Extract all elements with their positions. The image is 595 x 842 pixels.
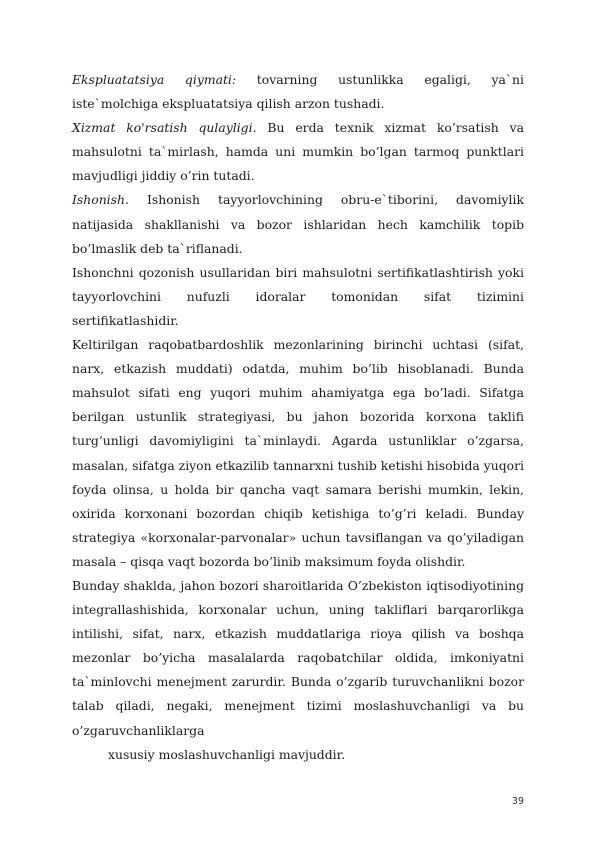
document-body	[72, 68, 524, 767]
paragraph-lead: Ishonish.	[72, 192, 129, 208]
paragraph-trust	[72, 188, 524, 260]
paragraph-final-line: xususiy moslashuvchanligi mavjuddir.	[108, 746, 346, 762]
paragraph-exploitation-value	[72, 68, 524, 116]
page-number: 39	[511, 796, 524, 807]
paragraph-competitiveness-criteria	[72, 333, 524, 574]
paragraph-service-convenience	[72, 116, 524, 188]
paragraph-text: Keltirilgan raqobatbardoshlik mezonlarining birinchi uchtasi (sifat, narx, etkazish muddati) odatda, muhim bo’lib hisoblanadi. Bunda mahsulot sifati eng yuqori muhim ahamiyatga ega bo’ladi. Sifatga berilgan ustunlik strategiyasi, bu jahon bozorida korxona taklifi turg’unligi davomiyligini ta`minlaydi. Agarda ustunliklar o’zgarsa, masalan, sifatga ziyon etkazilib tannarxni tushib ketishi hisobida yuqori foyda olinsa, u holda bir qancha vaqt samara berishi mumkin, lekin, oxirida korxonani bozordan chiqib ketishiga to’g’ri keladi. Bunday strategiya «korxonalar-parvonalar» uchun tavsiflangan va qo’yiladigan masala – qisqa vaqt bozorda bo’linib maksimum foyda olishdir.	[72, 337, 524, 569]
paragraph-lead: Xizmat ko'rsatish qulayligi.	[72, 120, 257, 136]
paragraph-lead: Ekspluatatsiya qiymati:	[72, 72, 237, 87]
paragraph-uzbekistan-integration	[72, 574, 524, 743]
paragraph-text: Bunday shaklda, jahon bozori sharoitlarida O’zbekiston iqtisodiyotining integrallashishida, korxonalar uchun, uning takliflari barqarorlikga intilishi, sifat, narx, etkazish muddatlariga rioya qilish va boshqa mezonlar bo’yicha masalalarda raqobatchilar oldida, imkoniyatni ta`minlovchi menejment zarurdir. Bunda o’zgarib turuvchanlikni bozor talab qiladi, negaki, menejment tizimi moslashuvchanligi va bu o’zgaruvchanliklarga	[72, 577, 524, 738]
paragraph-text: Bu erda texnik xizmat ko’rsatish va mahsulotni ta`mirlash, hamda uni mumkin bo’lgan tarmoq punktlari mavjudligi jiddiy o’rin tutadi.	[72, 120, 524, 184]
paragraph-text: tovarning ustunlikka egaligi, ya`ni iste`molchiga ekspluatatsiya qilish arzon tushadi.	[72, 72, 524, 112]
paragraph-text: Ishonish tayyorlovchining obru-e`tiborini, davomiylik natijasida shakllanishi va bozor ishlaridan hech kamchilik topib bo’lmaslik deb ta`riflanadi.	[72, 192, 524, 256]
paragraph-text: Ishonchni qozonish usullaridan biri mahsulotni sertifikatlashtirish yoki tayyorlovchini nufuzli idoralar tomonidan sifat tizimini sertifikatlashidir.	[72, 264, 524, 328]
paragraph-certification	[72, 261, 524, 333]
